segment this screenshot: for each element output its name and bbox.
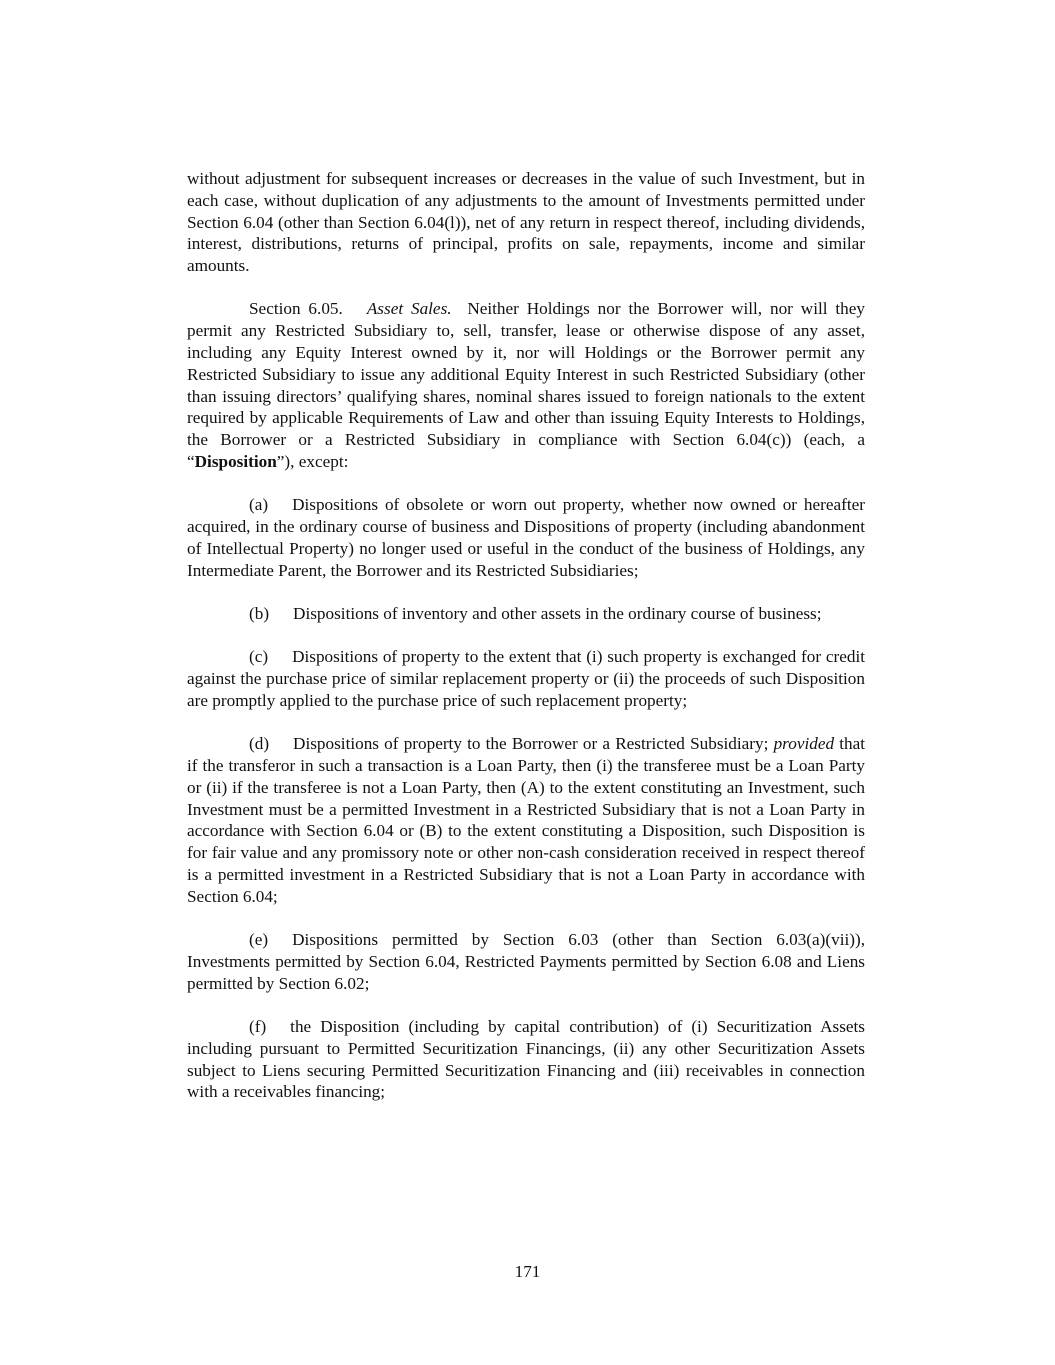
clause-text: Dispositions of inventory and other assets in the ordinary course of business; — [293, 604, 822, 624]
clause-label: (c) — [249, 647, 269, 667]
clause-label: (e) — [249, 930, 269, 950]
section-body-end: ”), except: — [276, 452, 349, 472]
clause-text: Dispositions of obsolete or worn out property, whether now owned or hereafter acquired, in the ordinary course of business and Dispositions of property (including abandonment of Intellectual Property) no longer used or useful in the conduct of the business of Holdings, any Intermediate Parent, the Borrower and its Restricted Subsidiaries; — [187, 495, 865, 580]
clause-a — [187, 494, 865, 581]
page-number: 171 — [514, 1262, 541, 1281]
clause-e — [187, 929, 865, 994]
clause-b — [187, 603, 865, 625]
section-number: Section 6.05. — [249, 299, 343, 319]
clause-text: Dispositions of property to the Borrower or a Restricted Subsidiary; — [293, 734, 769, 754]
clause-label: (a) — [249, 495, 269, 515]
clause-label: (d) — [249, 734, 270, 754]
clause-f — [187, 1016, 865, 1103]
clause-text: Dispositions permitted by Section 6.03 (other than Section 6.03(a)(vii)), Investments permitted by Section 6.04, Restricted Payments permitted by Section 6.08 and Liens permitted by Section 6.02; — [187, 930, 865, 993]
clause-c — [187, 646, 865, 711]
clause-text-cont: that if the transferor in such a transaction is a Loan Party, then (i) the transferee must be a Loan Party or (ii) if the transferee is not a Loan Party, then (A) to the extent constituting an Investment, such Investment must be a permitted Investment in a Restricted Subsidiary that is not a Loan Party in accordance with Section 6.04 or (B) to the extent constituting a Disposition, such Disposition is for fair value and any promissory note or other non-cash consideration received in respect thereof is a permitted investment in a Restricted Subsidiary that is not a Loan Party in accordance with Section 6.04; — [187, 734, 866, 906]
provided-emphasis: provided — [773, 734, 835, 754]
section-title: Asset Sales. — [366, 299, 452, 319]
clause-label: (b) — [249, 604, 270, 624]
clause-label: (f) — [249, 1017, 267, 1036]
clause-text: the Disposition (including by capital contribution) of (i) Securitization Assets including pursuant to Permitted Securitization Financings, (ii) any other Securitization Assets subject to Liens securing Permitted Securitization Financing and (iii) receivables in connection with a receivables financing; — [187, 1017, 865, 1102]
continuation-paragraph: without adjustment for subsequent increases or decreases in the value of such Investment, but in each case, without duplication of any adjustments to the amount of Investments permitted under Section 6.04 (other than Section 6.04(l)), net of any return in respect thereof, including dividends, interest, distributions, returns of principal, profits on sale, repayments, income and similar amounts. — [187, 169, 865, 276]
section-body: Neither Holdings nor the Borrower will, nor will they permit any Restricted Subsidiary to, sell, transfer, lease or otherwise dispose of any asset, including any Equity Interest owned by it, nor will Holdings or the Borrower permit any Restricted Subsidiary to issue any additional Equity Interest in such Restricted Subsidiary (other than issuing directors’ qualifying shares, nominal shares issued to foreign nationals to the extent required by applicable Requirements of Law and other than issuing Equity Interests to Holdings, the Borrower or a Restricted Subsidiary in compliance with Section 6.04(c)) (each, a “ — [187, 299, 865, 472]
section-6-05-paragraph — [187, 298, 865, 472]
clause-d — [187, 733, 865, 907]
clause-text: Dispositions of property to the extent that (i) such property is exchanged for credit against the purchase price of similar replacement property or (ii) the proceeds of such Disposition are promptly applied to the purchase price of such replacement property; — [187, 647, 865, 710]
defined-term-disposition: Disposition — [194, 452, 277, 472]
document-page — [187, 168, 865, 1125]
